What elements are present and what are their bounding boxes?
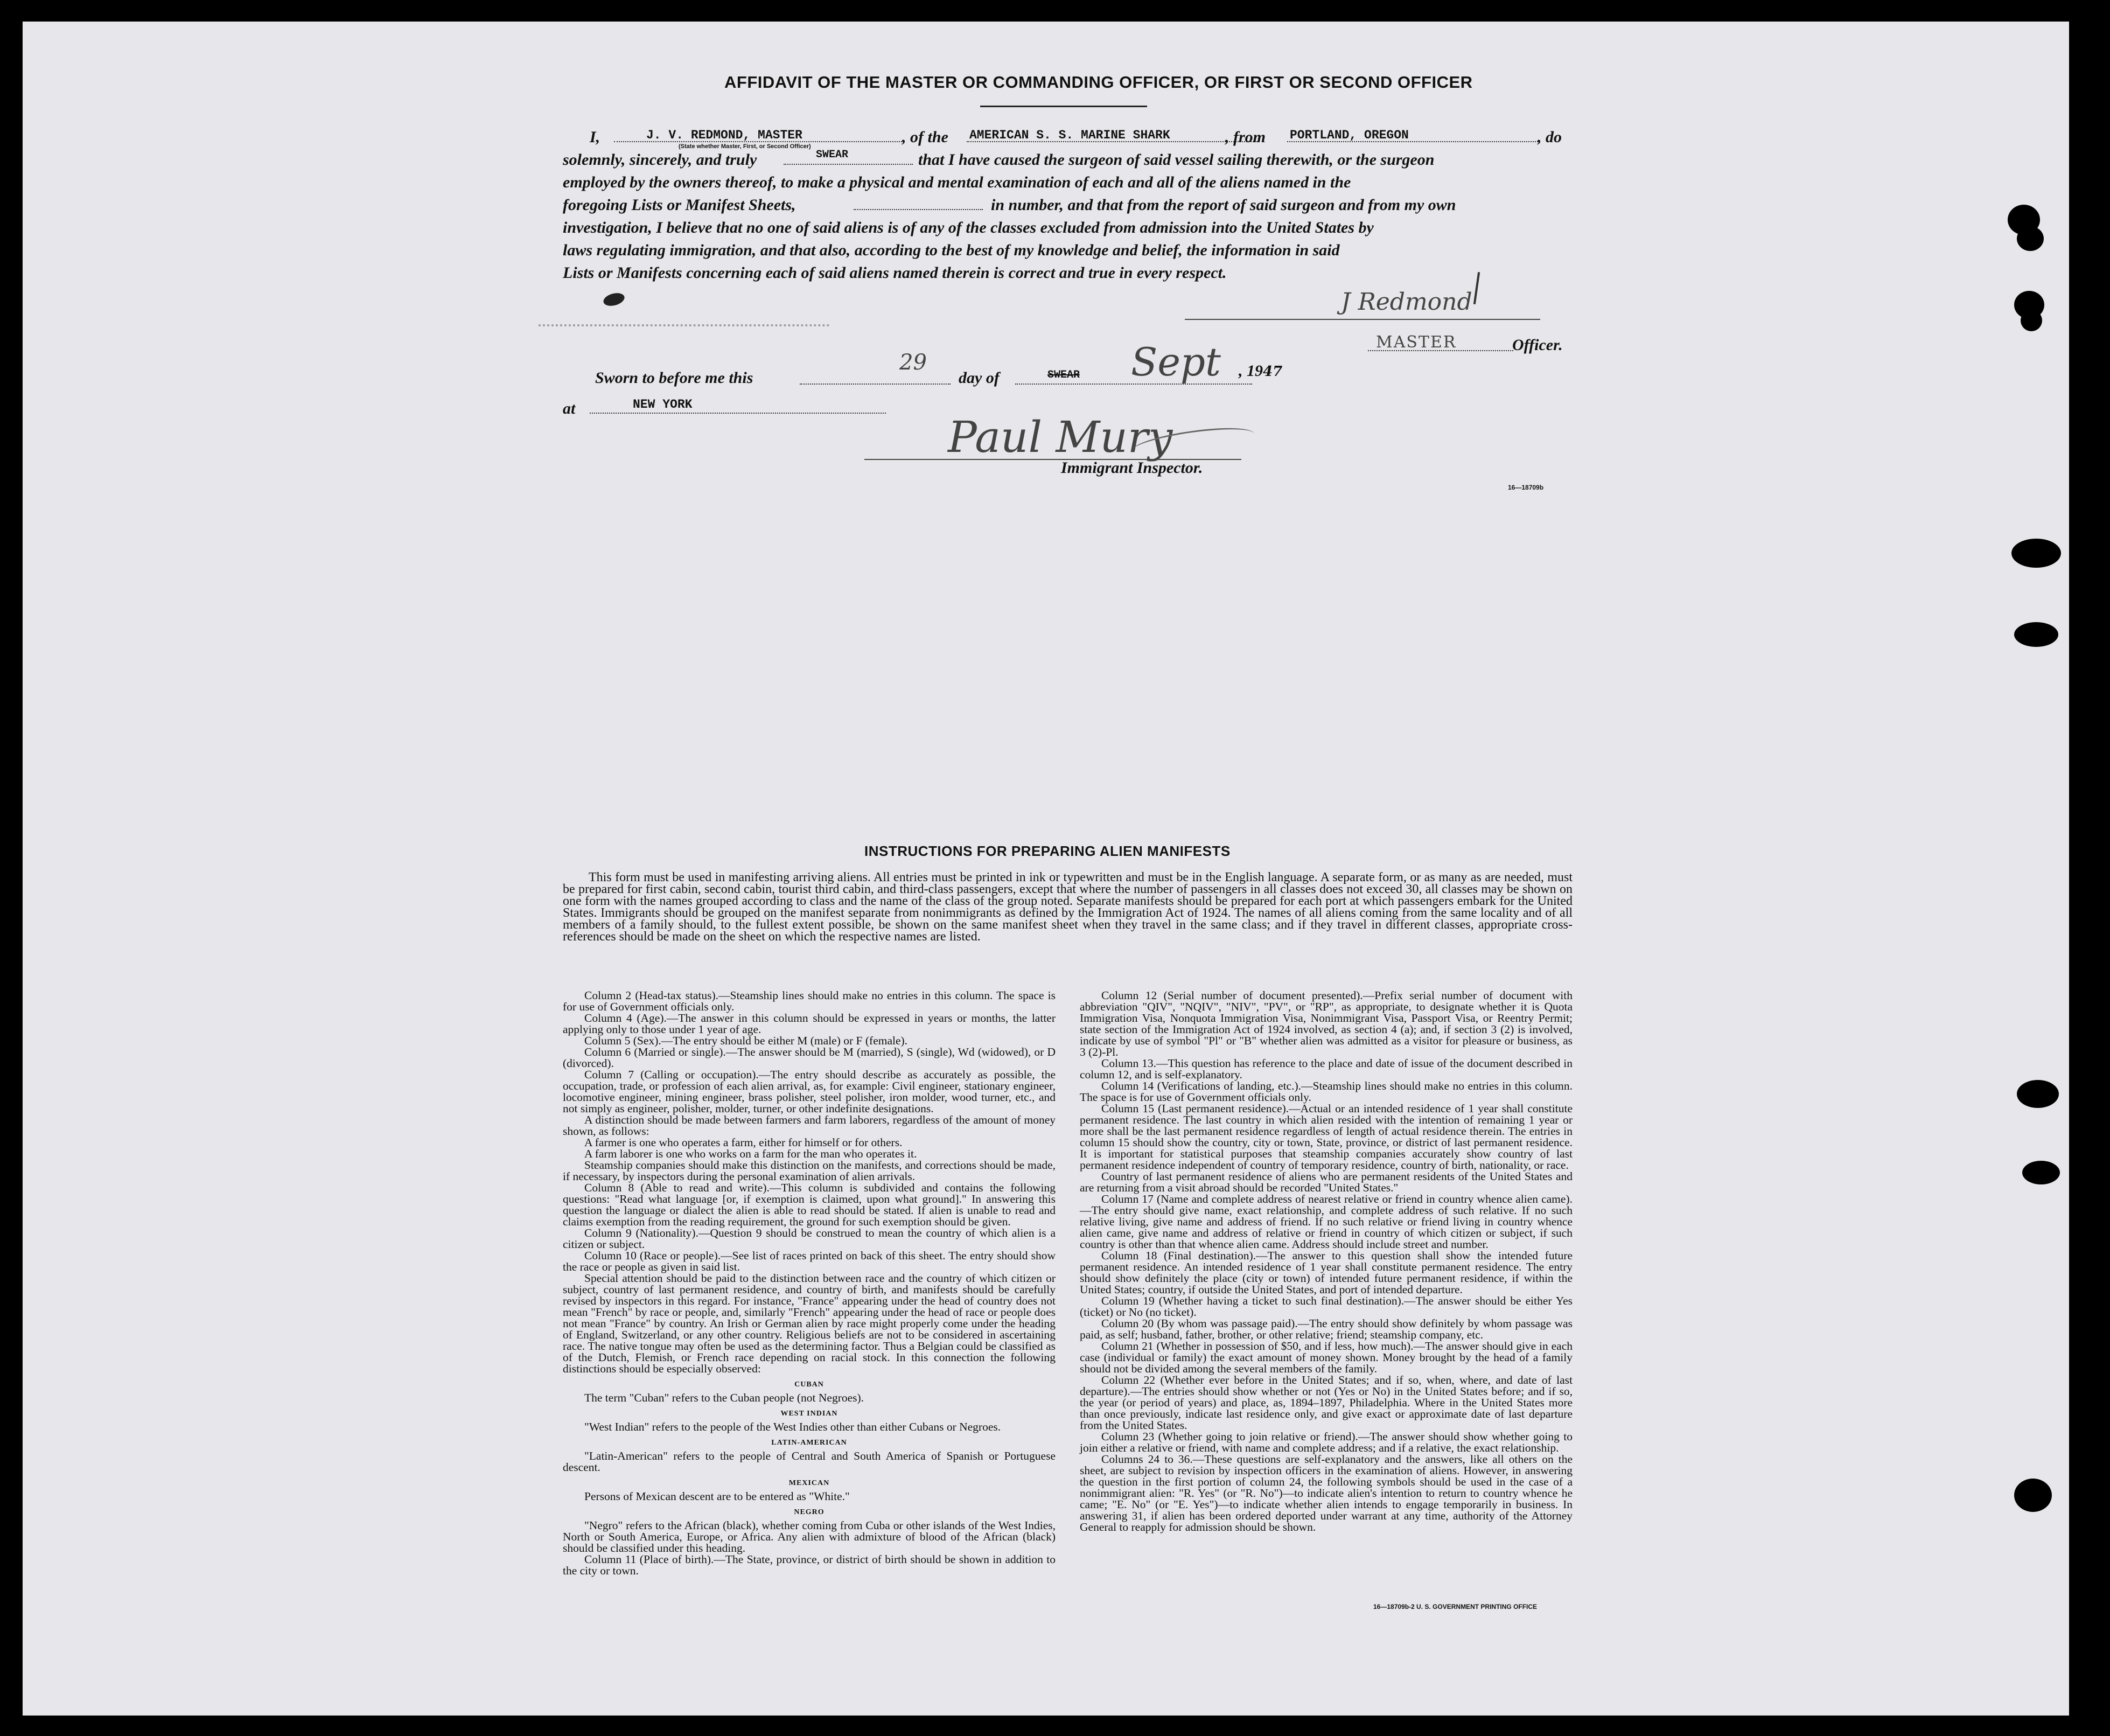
right-col-para: Column 20 (By whom was passage paid).—The entry should show definitely by whom passage was paid, as self; husband, father, brother, or other relative; friend; steamship company, etc. (1080, 1317, 1573, 1341)
left-col-para: Column 5 (Sex).—The entry should be either M (male) or F (female). (584, 1034, 908, 1047)
right-col-para: Column 21 (Whether in possession of $50, and if less, how much).—The answer should give in each case (individual or family) the exact amount of money shown. Money brought by the head of a family should not be divided among the several members of the family. (1080, 1340, 1573, 1375)
master-signature: J Redmond (1341, 288, 1472, 316)
swear-blank (784, 164, 913, 165)
rank-value: MASTER (1376, 333, 1457, 352)
left-col-para: A farm laborer is one who works on a farm for the man who operates it. (584, 1147, 917, 1160)
right-col-para: Country of last permanent residence of aliens who are permanent residents of the United States and are returning from a visit abroad should be recorded "United States." (1080, 1170, 1573, 1194)
left-col-para: Column 7 (Calling or occupation).—The entry should describe as accurately as possible, the occupation, trade, or profession of each alien arrival, as, for example: Civil engineer, stationary engineer, locomotive engineer, mining engineer, brass polisher, steel polisher, iron molder, wood turner, etc., and not simply as engineer, polisher, molder, turner, or other indefinite designations. (563, 1068, 1056, 1115)
right-col-para: Column 18 (Final destination).—The answer to this question shall show the intended future permanent residence. An intended residence of 1 year shall constitute permanent residence. The entry should show definitely the place (city or town) of intended future permanent residence, if within the United States; country, if outside the United States, and port of intended departure. (1080, 1249, 1573, 1296)
title-rule (980, 106, 1147, 107)
right-col-para: Column 23 (Whether going to join relative or friend).—The answer should show whether going to join either a relative or friend, with name and complete address; and if a relative, the exact relationship. (1080, 1430, 1573, 1454)
count-blank (854, 209, 983, 210)
officer-label: Officer. (1512, 336, 1563, 354)
section-heading: LATIN-AMERICAN (771, 1439, 847, 1447)
left-col-para: Column 9 (Nationality).—Question 9 should be construed to mean the country of which alien is a citizen or subject. (563, 1226, 1056, 1251)
punch-hole (2017, 1080, 2059, 1108)
right-col-para: Column 22 (Whether ever before in the United States; and if so, when, where, and date of last departure).—The entries should show whether or not (Yes or No) in the United States before; and if so, the year (or period of years) and place, as, 1894–1897, Philadelphia. Where in the United States more than once previously, indicate last residence only, and give exact or approximate date of last departure from the United States. (1080, 1374, 1573, 1432)
instructions-title: INSTRUCTIONS FOR PREPARING ALIEN MANIFESTS (864, 843, 1231, 859)
affidavit-line-2a: solemnly, sincerely, and truly (563, 151, 757, 169)
month-value: Sept (1131, 339, 1221, 385)
place-blank (590, 413, 886, 414)
section-heading: CUBAN (794, 1381, 824, 1389)
instructions-intro (563, 872, 1573, 943)
right-col-para: Column 15 (Last permanent residence).—Actual or an intended residence of 1 year shall constitute permanent residence. The last country in which alien resided with the intention of remaining 1 year or more shall be the last permanent residence regardless of length of actual residence therein. The entries in column 15 should show the country, city or town, State, province, or district of last permanent residence. It is important for statistical purposes that steamship companies accurately show country of last permanent residence independent of country of temporary residence, country of birth, nationality, or race. (1080, 1102, 1573, 1172)
right-col-para: Columns 24 to 36.—These questions are self-explanatory and the answers, like all others on the sheet, are subject to revision by inspection officers in the examination of aliens. However, in answering the question in the first portion of column 24, the following symbols should be used in the case of a nonimmigrant alien: "R. Yes" (or "R. No")—to indicate alien's intention to return to country whence he came; "E. No" (or "E. Yes")—to indicate whether alien intends to engage temporarily in business. In answering 31, if alien has been ordered deported under warrant at any time, authority of the Attorney General to reapply for admission should be shown. (1080, 1453, 1573, 1533)
affidavit-line-6: laws regulating immigration, and that also, according to the best of my knowledge and belief, the information in said (563, 241, 1340, 259)
pronoun-label: I, (590, 128, 600, 146)
left-col-para: "Latin-American" refers to the people of Central and South America of Spanish or Portuguese descent. (563, 1449, 1056, 1474)
signature-line (1185, 319, 1540, 320)
affidavit-line-5: investigation, I believe that no one of said aliens is of any of the classes excluded from admission into the United States by (563, 219, 1374, 236)
left-column (563, 990, 1056, 1577)
affidavit-title: AFFIDAVIT OF THE MASTER OR COMMANDING OFFICER, OR FIRST OR SECOND OFFICER (724, 73, 1473, 92)
at-label: at (563, 400, 576, 417)
inspector-title: Immigrant Inspector. (1061, 459, 1203, 477)
left-col-para: Column 10 (Race or people).—See list of races printed on back of this sheet. The entry should show the race or people as given in said list. (563, 1249, 1056, 1273)
right-col-para: Column 17 (Name and complete address of nearest relative or friend in country whence alien came).—The entry should give name, exact relationship, and complete address of such relative. If no such relative living, give name and address of friend. If no such relative or friend living in country whence alien came, give name and address of relative or friend in country of which citizen or subject, if such country is other than that whence alien came. Address should include street and number. (1080, 1193, 1573, 1251)
left-col-para: Column 2 (Head-tax status).—Steamship lines should make no entries in this column. The space is for use of Government officials only. (563, 989, 1056, 1013)
punch-hole (2014, 1479, 2052, 1512)
affidavit-line-4a: foregoing Lists or Manifest Sheets, (563, 196, 796, 214)
month-struck-value: SWEAR (1047, 369, 1080, 381)
day-of-label: day of (959, 369, 1000, 387)
year-label (1239, 362, 1282, 380)
punch-hole (2011, 539, 2061, 568)
form-number: 16—18709b (1508, 484, 1544, 491)
left-col-para: A farmer is one who operates a farm, either for himself or for others. (584, 1136, 903, 1149)
affidavit-line-1 (590, 128, 600, 147)
right-col-para: Column 19 (Whether having a ticket to such final destination).—The answer should be either Yes (ticket) or No (no ticket). (1080, 1294, 1573, 1319)
left-col-para: The term "Cuban" refers to the Cuban people (not Negroes). (584, 1391, 864, 1404)
year-value: 47 (1263, 364, 1283, 380)
right-col-para: Column 13.—This question has reference to the place and date of issue of the document described in column 12, and is self-explanatory. (1080, 1057, 1573, 1081)
right-col-para: Column 14 (Verifications of landing, etc.).—Steamship lines should make no entries in this column. The space is for use of Government officials only. (1080, 1079, 1573, 1104)
section-heading: NEGRO (794, 1508, 825, 1516)
officer-name-value: J. V. REDMOND, MASTER (646, 128, 802, 142)
punch-hole (2022, 1161, 2060, 1184)
place-value: NEW YORK (633, 398, 693, 412)
left-col-para: Steamship companies should make this distinction on the manifests, and corrections should be made, if necessary, by inspectors during the personal examination of alien arrivals. (563, 1159, 1056, 1183)
year-prefix: , 19 (1239, 362, 1263, 380)
swear-value: SWEAR (816, 149, 849, 161)
affidavit-line-3: employed by the owners thereof, to make a physical and mental examination of each and all of the aliens named in the (563, 173, 1351, 191)
day-value: 29 (899, 350, 927, 375)
left-col-para: "Negro" refers to the African (black), whether coming from Cuba or other islands of the West Indies, North or South America, Europe, or Africa. Any alien with admixture of blood of the African (black) should be classified under this heading. (563, 1519, 1056, 1554)
left-col-para: Persons of Mexican descent are to be entered as "White." (584, 1490, 850, 1503)
officer-type-note: (State whether Master, First, or Second Officer) (679, 143, 811, 150)
vessel-value: AMERICAN S. S. MARINE SHARK (969, 128, 1170, 142)
intro-paragraph: This form must be used in manifesting arriving aliens. All entries must be printed in ink or typewritten and must be in the English language. A separate form, or as many as are needed, must be prepared for first cabin, second cabin, tourist third cabin, and third-class passengers, except that where the number of passengers in all classes does not exceed 30, all classes may be shown on one form with the names grouped according to class and the name of the class of the group noted. Separate manifests should be prepared for each port at which passengers embark for the United States. Immigrants should be grouped on the manifest separate from nonimmigrants as defined by the Immigration Act of 1924. The names of all aliens coming from the same locality and of all members of a family should, to the fullest extent possible, be shown on the same manifest sheet when they travel in the same class; and if they travel in different classes, appropriate cross-references should be made on the sheet on which the respective names are listed. (563, 870, 1573, 944)
right-col-para: Column 12 (Serial number of document presented).—Prefix serial number of document with abbreviation "QIV", "NQIV", "NIV", "PV", or "RP", as appropriate, to designate whether it is Quota Immigration Visa, Nonquota Immigration Visa, Nonimmigrant Visa, Passport Visa, or Reentry Permit; state section of the Immigration Act of 1924 involved, as section 4 (a); and, if section 3 (2) is involved, indicate by use of symbol "Pl" or "B" whether alien was admitted as a visitor for pleasure or business, as 3 (2)-Pl. (1080, 989, 1573, 1058)
left-col-para: Column 11 (Place of birth).—The State, province, or district of birth should be shown in addition to the city or town. (563, 1553, 1056, 1577)
punch-hole (2021, 310, 2042, 331)
faint-ink-mark (539, 318, 829, 326)
punch-hole (2014, 622, 2058, 647)
day-blank (800, 384, 951, 385)
printing-office-footer: 16—18709b-2 U. S. GOVERNMENT PRINTING OFFICE (1373, 1603, 1538, 1610)
from-label: , from (1225, 128, 1266, 146)
right-column (1080, 990, 1573, 1533)
affidavit-line-7: Lists or Manifests concerning each of said aliens named therein is correct and true in every respect. (563, 264, 1227, 282)
punch-hole (2017, 226, 2044, 251)
do-label: , do (1538, 128, 1562, 146)
affidavit-line-2b: that I have caused the surgeon of said vessel sailing therewith, or the surgeon (918, 151, 1435, 169)
inspector-signature: Paul Mury (948, 412, 1173, 462)
sworn-label: Sworn to before me this (595, 369, 753, 387)
left-col-para: A distinction should be made between farmers and farm laborers, regardless of the amount of money shown, as follows: (563, 1113, 1056, 1138)
section-heading: WEST INDIAN (780, 1410, 838, 1418)
left-col-para: Column 8 (Able to read and write).—This column is subdivided and contains the following questions: "Read what language [or, if exemption is claimed, upon what ground]." In answering this question the language or dialect the alien is able to read should be stated. If alien is unable to read and claims exemption from the reading requirement, the ground for such exemption should be given. (563, 1181, 1056, 1228)
section-heading: MEXICAN (788, 1479, 830, 1487)
affidavit-line-4b: in number, and that from the report of said surgeon and from my own (991, 196, 1456, 214)
of-the-label: , of the (902, 128, 948, 146)
left-col-para: Column 4 (Age).—The answer in this column should be expressed in years or months, the latter applying only to those under 1 year of age. (563, 1012, 1056, 1036)
port-value: PORTLAND, OREGON (1290, 128, 1409, 142)
left-col-para: "West Indian" refers to the people of the West Indies other than either Cubans or Negroes. (584, 1420, 1001, 1433)
left-col-para: Special attention should be paid to the distinction between race and the country of which citizen or subject, country of last permanent residence, and country of birth, and manifests should be carefully revised by inspectors in this regard. For instance, "France" appearing under the head of country does not mean "French" by race or people, and, similarly "French" appearing under the head of race or people does not mean "France" by country. An Irish or German alien by race might properly come under the heading of England, Switzerland, or any other country. Religious beliefs are not to be considered in ascertaining race. The native tongue may often be used as the determining factor. Thus a Belgian could be classified as of the Dutch, Flemish, or French race depending on racial stock. In this connection the following distinctions should be especially observed: (563, 1272, 1056, 1375)
left-col-para: Column 6 (Married or single).—The answer should be M (married), S (single), Wd (widowed), or D (divorced). (563, 1045, 1056, 1070)
